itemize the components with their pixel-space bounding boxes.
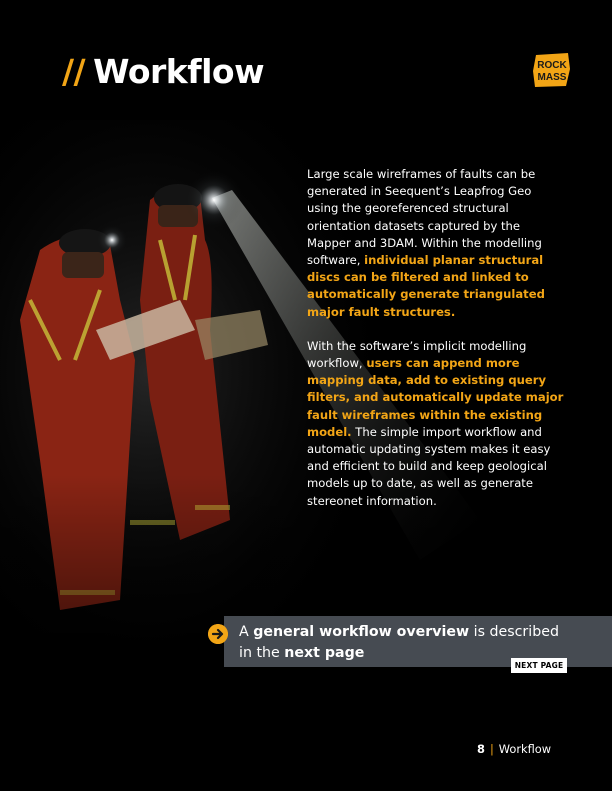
body-text	[307, 166, 565, 527]
footer-section: Workflow	[498, 742, 552, 756]
banner-text-2: general workflow overview	[253, 624, 470, 640]
paragraph-1	[307, 166, 565, 321]
banner-text-1: A	[239, 624, 254, 640]
p2-highlight: users can append more mapping data, add to existing query filters, and automatically update major fault wireframes within the existing model.	[307, 356, 564, 439]
logo-text-bottom: MASS	[537, 72, 567, 83]
page-number: 8	[477, 742, 485, 756]
p1-text: Large scale wireframes of faults can be generated in Seequent’s Leapfrog Geo using the georeferenced structural orientation datasets captured by the Mapper and 3DAM. Within the modelling software,	[307, 167, 542, 268]
arrow-right-circle-icon	[208, 624, 228, 644]
title-prefix: //	[62, 52, 86, 91]
paragraph-2	[307, 338, 565, 510]
rockmass-logo	[533, 53, 571, 87]
page-title	[62, 52, 264, 91]
banner-text-3: is described in the	[239, 624, 559, 661]
logo-text-top: ROCK	[537, 60, 567, 71]
p2-text: With the software’s implicit modelling workflow,	[307, 338, 527, 371]
p2-text-end: The simple import workflow and automatic updating system makes it easy and efficient to build and keep geological models up to date, as well as generate stereonet information.	[307, 424, 551, 508]
p1-highlight: individual planar structural discs can be filtered and linked to automatically generate triangulated major fault structures.	[307, 253, 545, 319]
footer-separator: |	[489, 742, 494, 756]
banner-text-4: next page	[284, 645, 365, 661]
next-page-button[interactable]: NEXT PAGE	[511, 658, 567, 673]
title-text: Workflow	[93, 52, 265, 91]
page-footer	[477, 742, 551, 756]
